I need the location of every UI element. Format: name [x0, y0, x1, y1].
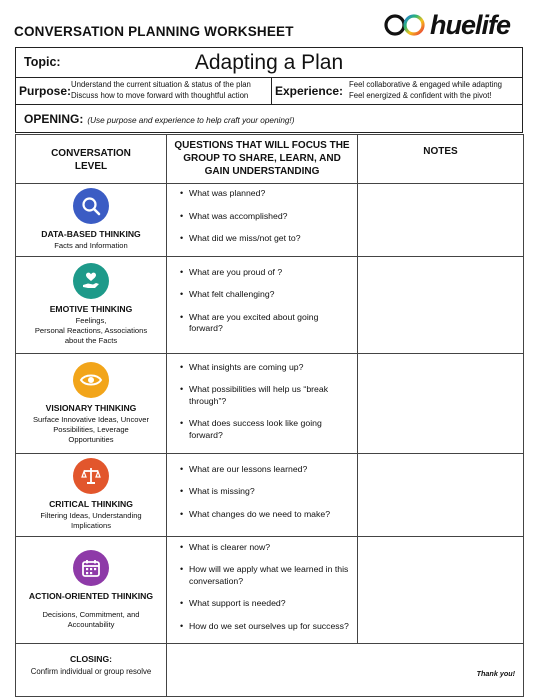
closing-notes-cell[interactable] [167, 644, 524, 697]
question-item: • What is clearer now? [189, 542, 351, 554]
question-item: • What does success look like going forward? [189, 418, 351, 441]
question-item: • What did we miss/not get to? [189, 233, 351, 245]
level-cell [16, 184, 167, 257]
header-line: GROUP TO SHARE, LEARN, AND [183, 153, 341, 164]
level-description [33, 415, 149, 445]
conversation-table [15, 134, 524, 697]
questions-cell [167, 256, 358, 353]
level-name: EMOTIVE THINKING [49, 304, 133, 314]
closing-row [16, 644, 524, 697]
header-line: CONVERSATION [51, 148, 131, 159]
question-item: • What support is needed? [189, 598, 351, 610]
table-row [16, 536, 524, 644]
level-name: ACTION-ORIENTED THINKING [28, 590, 154, 601]
description-line: Opportunities [68, 434, 114, 444]
question-item: • How do we set ourselves up for success? [189, 621, 351, 633]
table-row [16, 453, 524, 536]
questions-cell [167, 353, 358, 453]
scales-icon [73, 458, 109, 494]
question-item: • What was planned? [189, 188, 351, 200]
purpose-divider [271, 78, 272, 104]
description-line: about the Facts [64, 336, 118, 345]
closing-cell [16, 644, 167, 697]
notes-cell[interactable] [358, 256, 524, 353]
level-description [42, 610, 139, 630]
description-line: Decisions, Commitment, and [42, 609, 140, 619]
eye-icon [73, 362, 109, 398]
question-item: • What changes do we need to make? [189, 509, 351, 521]
question-item: • How will we apply what we learned in this conversation? [189, 564, 351, 587]
question-item: • What possibilities will help us “break through”? [189, 384, 351, 407]
table-row [16, 184, 524, 257]
column-header-level [16, 135, 167, 184]
purpose-line: Discuss how to move forward with thoughtful action [71, 90, 249, 100]
closing-description: Confirm individual or group resolve [30, 667, 152, 676]
experience-text [349, 80, 502, 101]
description-line: Possibilities, Leverage [53, 424, 129, 434]
level-description [40, 511, 141, 531]
level-cell [16, 453, 167, 536]
topic-row [15, 47, 523, 78]
opening-title: OPENING: [24, 112, 84, 126]
level-description [35, 316, 147, 346]
questions-cell [167, 184, 358, 257]
notes-cell[interactable] [358, 536, 524, 644]
notes-cell[interactable] [358, 453, 524, 536]
questions-cell [167, 536, 358, 644]
opening-note: (Use purpose and experience to help craft your opening!) [87, 116, 295, 125]
worksheet-title: CONVERSATION PLANNING WORKSHEET [14, 24, 294, 39]
header-line: LEVEL [74, 161, 108, 172]
table-row [16, 353, 524, 453]
column-header-questions [167, 135, 358, 184]
description-line: Filtering Ideas, Understanding [40, 511, 142, 520]
questions-cell [167, 453, 358, 536]
question-item: • What felt challenging? [189, 289, 351, 301]
description-line: Feelings, [75, 316, 107, 325]
question-item: • What is missing? [189, 486, 351, 498]
question-item: • What are our lessons learned? [189, 464, 351, 476]
question-item: • What insights are coming up? [189, 362, 351, 374]
level-name: DATA-BASED THINKING [41, 229, 141, 240]
level-name: CRITICAL THINKING [49, 499, 133, 509]
level-cell [16, 353, 167, 453]
description-line: Personal Reactions, Associations [34, 326, 148, 335]
closing-label: CLOSING: [69, 654, 112, 664]
logo-text: huelife [430, 10, 511, 40]
table-header-row [16, 135, 524, 184]
description-line: Implications [70, 521, 112, 530]
table-row [16, 256, 524, 353]
level-name: VISIONARY THINKING [45, 402, 137, 413]
description-line: Surface Innovative Ideas, Uncover [32, 414, 150, 424]
thank-you-text: Thank you! [476, 669, 515, 678]
purpose-experience-row [15, 77, 523, 105]
description-line: Accountability [67, 619, 115, 629]
purpose-label: Purpose: [19, 84, 72, 98]
experience-line: Feel collaborative & engaged while adapting [349, 80, 503, 89]
calendar-icon [73, 550, 109, 586]
purpose-line: Understand the current situation & status of the plan [71, 80, 251, 89]
opening-label [24, 112, 294, 126]
topic-value: Adapting a Plan [194, 51, 344, 74]
infinity-logo-icon [384, 12, 428, 38]
level-description: Facts and Information [54, 241, 128, 251]
experience-label: Experience: [275, 84, 344, 98]
column-header-notes: NOTES [358, 135, 524, 184]
topic-label: Topic: [24, 55, 61, 69]
question-item: • What are you excited about going forward? [189, 312, 351, 335]
level-cell [16, 536, 167, 644]
magnifier-icon [73, 188, 109, 224]
header-line: QUESTIONS THAT WILL FOCUS THE [174, 140, 350, 151]
experience-line: Feel energized & confident with the pivot! [349, 90, 492, 100]
question-item: • What are you proud of ? [189, 267, 351, 279]
level-cell [16, 256, 167, 353]
opening-row [15, 104, 523, 133]
heart-hand-icon [73, 263, 109, 299]
notes-cell[interactable] [358, 353, 524, 453]
purpose-text [71, 80, 251, 101]
question-item: • What was accomplished? [189, 211, 351, 223]
header-line: GAIN UNDERSTANDING [204, 166, 320, 177]
notes-cell[interactable] [358, 184, 524, 257]
huelife-logo [384, 10, 510, 40]
